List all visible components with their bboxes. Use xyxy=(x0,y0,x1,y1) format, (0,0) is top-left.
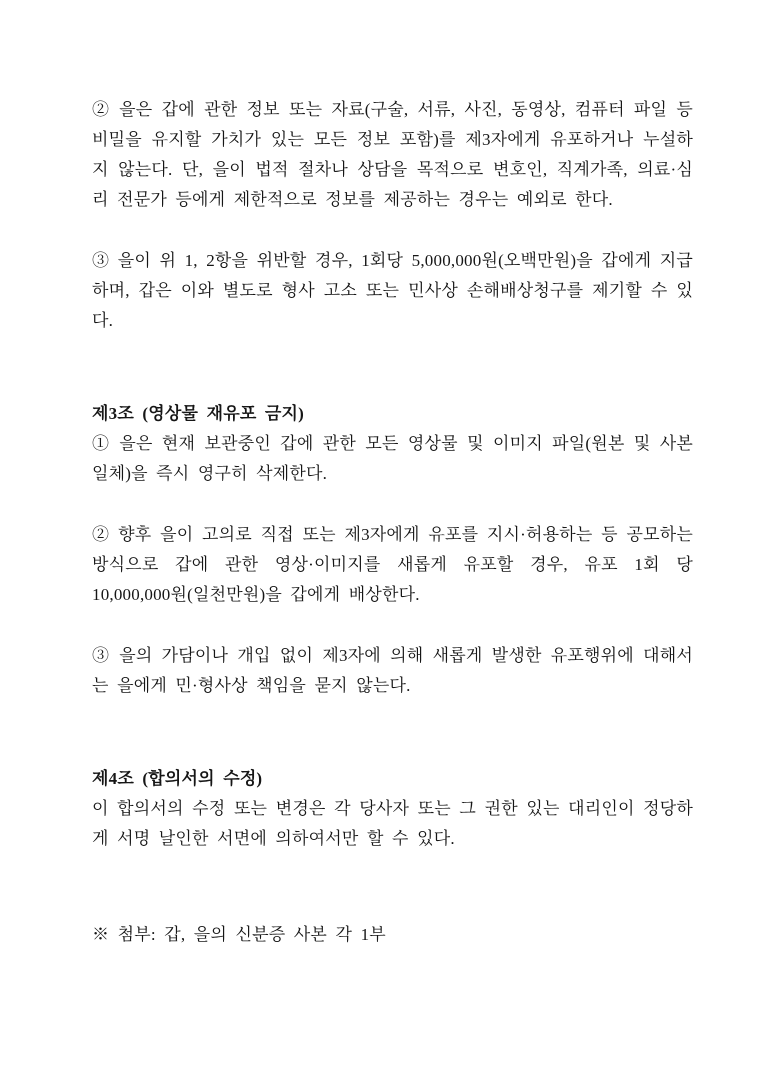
article-4-heading: 제4조 (합의서의 수정) xyxy=(92,769,263,788)
article-3-clause-2: ② 향후 을이 고의로 직접 또는 제3자에게 유포를 지시·허용하는 등 공모하는 방식으로 갑에 관한 영상·이미지를 새롭게 유포할 경우, 유포 1회 당 10,000,000원(일천만원)을 갑에게 배상한다. xyxy=(92,525,693,604)
clause-2-confidentiality: ② 을은 갑에 관한 정보 또는 자료(구술, 서류, 사진, 동영상, 컴퓨터 파일 등 비밀을 유지할 가치가 있는 모든 정보 포함)를 제3자에게 유포하거나 누설하지 않는다. 단, 을이 법적 절차나 상담을 목적으로 변호인, 직계가족, 의료·심리 전문가 등에게 제한적으로 정보를 제공하는 경우는 예외로 한다. xyxy=(92,100,693,209)
attachment-note: ※ 첨부: 갑, 을의 신분증 사본 각 1부 xyxy=(92,925,386,944)
article-3-heading: 제3조 (영상물 재유포 금지) xyxy=(92,404,304,423)
article-3-clause-1: ① 을은 현재 보관중인 갑에 관한 모든 영상물 및 이미지 파일(원본 및 사본 일체)을 즉시 영구히 삭제한다. xyxy=(92,434,693,483)
clause-3-penalty: ③ 을이 위 1, 2항을 위반할 경우, 1회당 5,000,000원(오백만원)을 갑에게 지급하며, 갑은 이와 별도로 형사 고소 또는 민사상 손해배상청구를 제기할 수 있다. xyxy=(92,251,693,330)
article-3-clause-3: ③ 을의 가담이나 개입 없이 제3자에 의해 새롭게 발생한 유포행위에 대해서는 을에게 민·형사상 책임을 묻지 않는다. xyxy=(92,646,693,695)
article-4-body: 이 합의서의 수정 또는 변경은 각 당사자 또는 그 권한 있는 대리인이 정당하게 서명 날인한 서면에 의하여서만 할 수 있다. xyxy=(92,799,693,848)
